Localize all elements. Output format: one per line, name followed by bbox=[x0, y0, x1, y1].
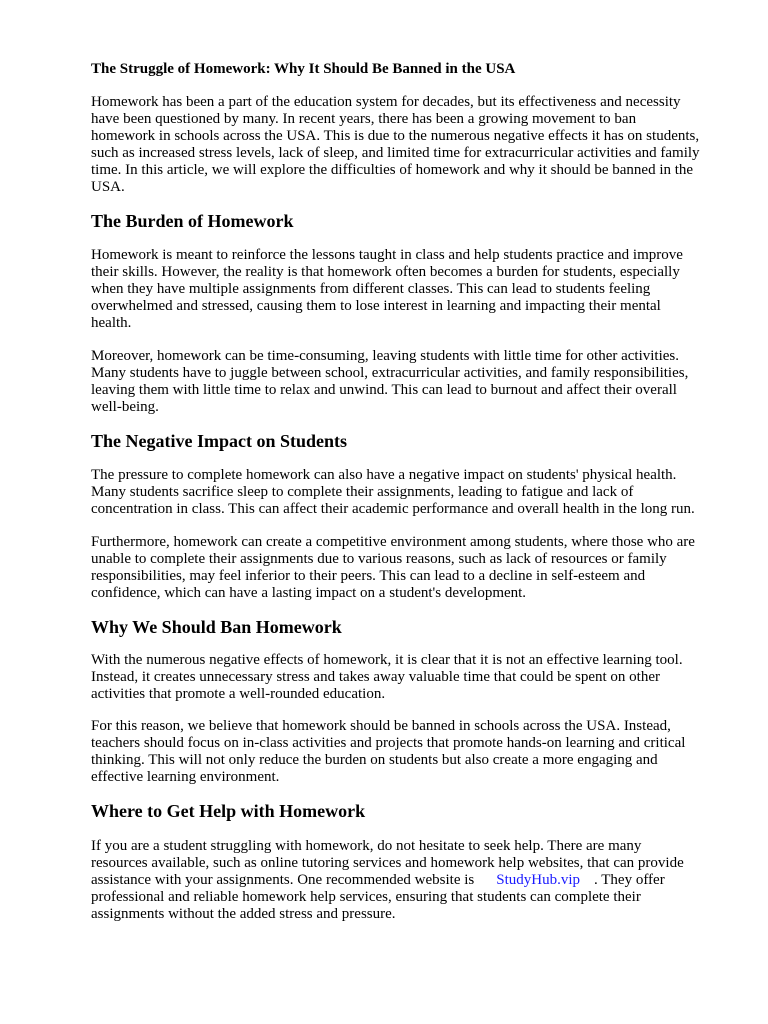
studyhub-link[interactable]: StudyHub.vip bbox=[496, 872, 581, 888]
section-heading-ban: Why We Should Ban Homework bbox=[91, 617, 342, 637]
ban-paragraph-1: With the numerous negative effects of homework, it is clear that it is not an effective learning tool. Instead, it creates unnecessary stress and takes away valuable time that could be spent on other activities that promote a well-rounded education. bbox=[91, 652, 683, 702]
document-title: The Struggle of Homework: Why It Should Be Banned in the USA bbox=[91, 61, 516, 77]
burden-paragraph-1: Homework is meant to reinforce the lessons taught in class and help students practice and improve their skills. However, the reality is that homework often becomes a burden for students, especially when they have multiple assignments from different classes. This can lead to students feeling overwhelmed and stressed, causing them to lose interest in learning and impacting their mental health. bbox=[91, 247, 683, 331]
ban-paragraph-2: For this reason, we believe that homework should be banned in schools across the USA. Instead, teachers should focus on in-class activities and projects that promote hands-on learning and critical thinking. This will not only reduce the burden on students but also create a more engaging and effective learning environment. bbox=[91, 718, 686, 785]
help-text-before: If you are a student struggling with homework, do not hesitate to seek help. There are many resources available, such as online tutoring services and homework help websites, that can provide assistance with your assignments. One recommended website is bbox=[91, 838, 684, 888]
help-text-after: . They offer professional and reliable homework help services, ensuring that students can complete their assignments without the added stress and pressure. bbox=[91, 872, 665, 922]
help-paragraph bbox=[91, 838, 731, 923]
section-heading-burden: The Burden of Homework bbox=[91, 211, 294, 231]
impact-paragraph-1: The pressure to complete homework can also have a negative impact on students' physical health. Many students sacrifice sleep to complete their assignments, leading to fatigue and lack of concentration in class. This can affect their academic performance and overall health in the long run. bbox=[91, 467, 695, 517]
impact-paragraph-2: Furthermore, homework can create a competitive environment among students, where those who are unable to complete their assignments due to various reasons, such as lack of resources or family responsibilities, may feel inferior to their peers. This can lead to a decline in self-esteem and confidence, which can have a lasting impact on a student's development. bbox=[91, 534, 695, 601]
intro-paragraph: Homework has been a part of the education system for decades, but its effectiveness and necessity have been questioned by many. In recent years, there has been a growing movement to ban homework in schools across the USA. This is due to the numerous negative effects it has on students, such as increased stress levels, lack of sleep, and limited time for extracurricular activities and family time. In this article, we will explore the difficulties of homework and why it should be banned in the USA. bbox=[91, 94, 700, 195]
burden-paragraph-2: Moreover, homework can be time-consuming, leaving students with little time for other activities. Many students have to juggle between school, extracurricular activities, and family responsibilities, leaving them with little time to relax and unwind. This can lead to burnout and affect their overall well-being. bbox=[91, 348, 689, 415]
section-heading-negative-impact: The Negative Impact on Students bbox=[91, 431, 348, 451]
section-heading-help: Where to Get Help with Homework bbox=[91, 801, 366, 821]
